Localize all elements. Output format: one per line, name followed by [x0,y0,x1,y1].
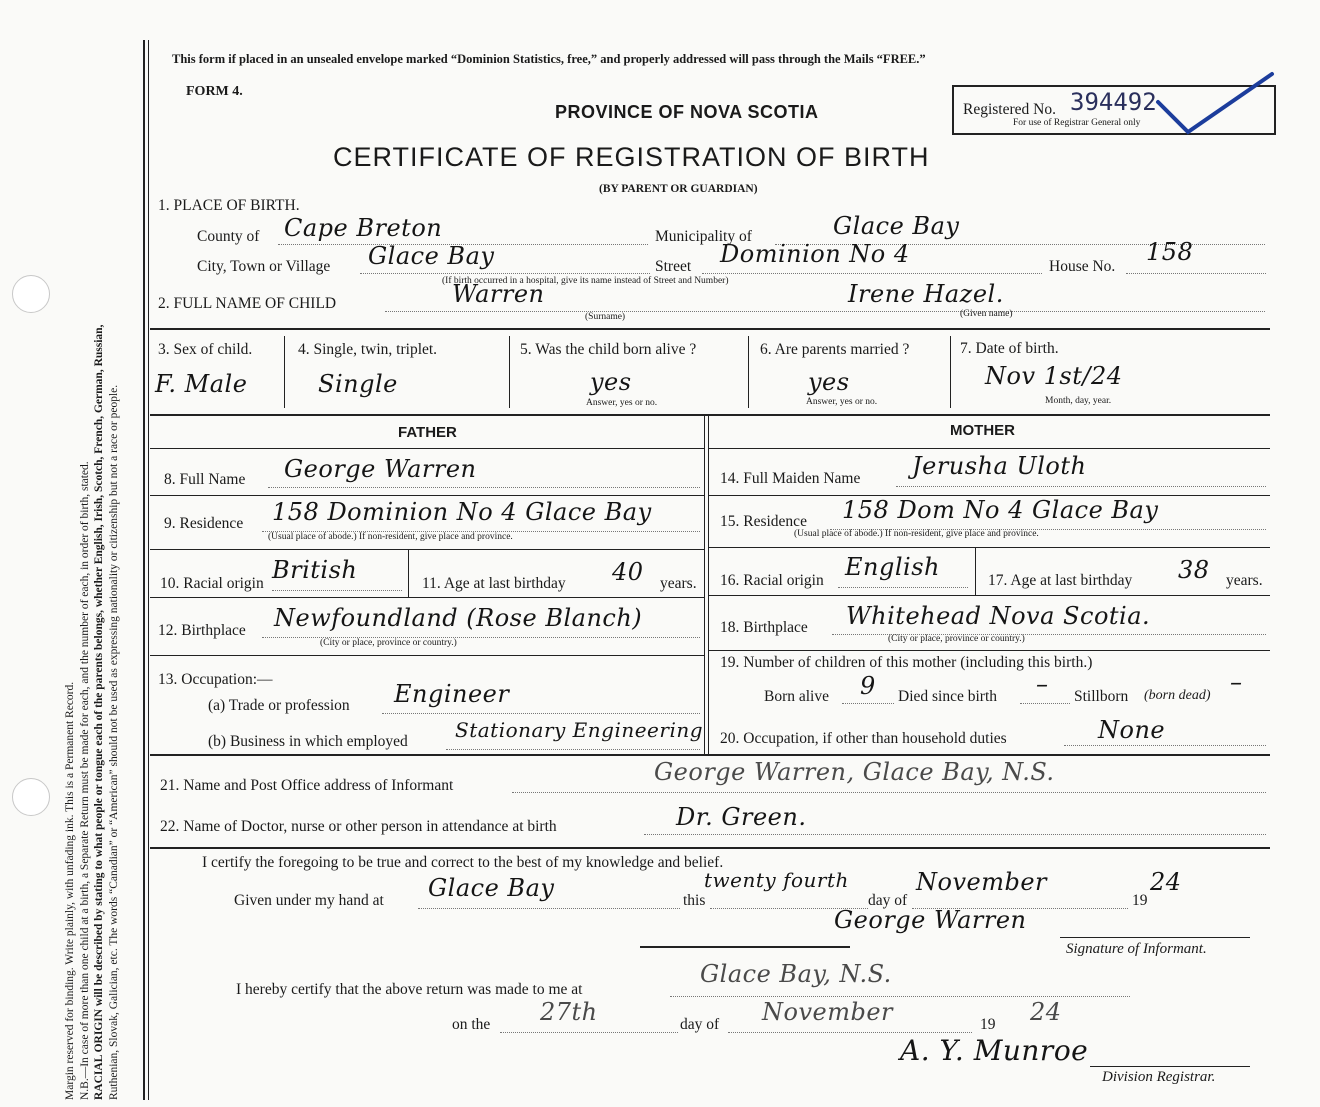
county-value: Cape Breton [284,214,443,242]
on-the-label: on the [452,1016,491,1033]
doctor-value: Dr. Green. [676,803,807,831]
house-value: 158 [1146,238,1194,266]
parents-divider [704,414,705,754]
father-name-line [268,487,700,488]
binding-hole-bottom [12,778,50,816]
registrar-statement: I hereby certify that the above return was made to me at [236,981,583,998]
row3-divider-1 [284,336,285,408]
stillborn-value: – [1230,668,1243,696]
registrar-month-line [728,1032,972,1033]
registrar-year-prefix: 19 [980,1016,996,1033]
father-rule-2 [150,549,704,550]
mother-age-unit: years. [1226,572,1263,589]
father-residence-value: 158 Dominion No 4 Glace Bay [272,498,652,526]
mother-occupation-value: None [1098,716,1166,744]
certificate-title: CERTIFICATE OF REGISTRATION OF BIRTH [333,142,930,172]
mother-racial-line [838,587,968,588]
street-label: Street [655,258,692,275]
mother-age-label: 17. Age at last birthday [988,572,1133,589]
mother-residence-label: 15. Residence [720,513,807,530]
father-trade-label: (a) Trade or profession [208,697,350,714]
informant-signature-label: Signature of Informant. [1066,941,1207,957]
municipality-label: Municipality of [655,228,752,245]
registrar-year-value: 24 [1030,998,1062,1026]
certificate-subtitle: (BY PARENT OR GUARDIAN) [599,183,758,195]
place-section-label: 1. PLACE OF BIRTH. [158,197,300,214]
father-age-value: 40 [612,558,644,586]
father-name-label: 8. Full Name [164,471,246,488]
date-caption: Month, day, year. [1045,396,1112,406]
registrar-day-of-label: day of [680,1016,720,1033]
row3-divider-2 [509,336,510,408]
father-racial-value: British [272,556,358,584]
mother-racial-value: English [845,553,940,581]
alive-value: yes [590,368,632,396]
county-label: County of [197,228,260,245]
cert-year-value: 24 [1150,868,1182,896]
cert-day-of-label: day of [868,892,908,909]
sex-value: F. Male [155,370,248,398]
stillborn-label: Stillborn [1074,688,1129,705]
father-business-line [446,749,700,750]
mother-rule-2 [708,547,1270,548]
registrar-signature-label: Division Registrar. [1102,1069,1216,1085]
surname-caption: (Surname) [585,312,626,322]
on-the-value: 27th [540,998,598,1026]
certification-top-rule [150,847,1270,849]
mother-age-value: 38 [1178,556,1210,584]
hospital-note: (If birth occurred in a hospital, give its name instead of Street and Number) [442,276,729,286]
informant-label: 21. Name and Post Office address of Informant [160,777,454,794]
binding-hole-top [12,275,50,313]
mother-children-label: 19. Number of children of this mother (including this birth.) [720,654,1093,671]
certification-statement: I certify the foregoing to be true and correct to the best of my knowledge and belief. [202,854,724,871]
this-value: twenty fourth [704,868,849,892]
cert-month-value: November [916,868,1048,896]
on-the-line [500,1032,678,1033]
mother-birthplace-caption: (City or place, province or country.) [888,634,1025,644]
father-trade-line [382,713,700,714]
sex-label: 3. Sex of child. [158,341,253,358]
father-birthplace-value: Newfoundland (Rose Blanch) [274,604,643,632]
mother-racial-label: 16. Racial origin [720,572,824,589]
mother-occupation-line [1064,745,1266,746]
child-name-line [385,311,1265,312]
date-value: Nov 1st/24 [985,362,1123,390]
married-label: 6. Are parents married ? [760,341,910,358]
doctor-label: 22. Name of Doctor, nurse or other person in attendance at birth [160,818,557,835]
street-value: Dominion No 4 [720,240,910,268]
given-place: Glace Bay [428,874,555,902]
registrar-month-value: November [762,998,894,1026]
child-name-label: 2. FULL NAME OF CHILD [158,295,337,312]
given-label: Given under my hand at [234,892,384,909]
married-value: yes [808,368,850,396]
mother-birthplace-value: Whitehead Nova Scotia. [846,602,1151,630]
house-label: House No. [1049,258,1116,275]
row3-top-rule [150,328,1270,330]
informant-line [512,792,1266,793]
informant-signature: George Warren [834,906,1027,934]
margin-note: RACIAL ORIGIN will be described by stating to what people or tongue each of the parents belongs, whether English, Irish, Scotch, French, German, Russian, [93,324,105,1100]
child-given-name: Irene Hazel. [848,280,1004,308]
row3-divider-3 [748,336,749,408]
margin-note: N.B.—In case of more than one child at a birth, a Separate Return must be made for each, and the number of each, in order of birth, stated. [78,461,91,1100]
registered-label: Registered No. [963,101,1056,118]
parents-bottom-rule [150,754,1270,756]
registrar-signature-line [1090,1066,1250,1067]
checkmark-icon [1150,70,1280,140]
form-left-border-inner [148,40,149,1100]
street-line [702,273,1042,274]
this-label: this [683,892,706,909]
informant-value: George Warren, Glace Bay, N.S. [654,758,1055,786]
cert-year-prefix: 19 [1132,892,1148,909]
mail-note: This form if placed in an unsealed envelope marked “Dominion Statistics, free,” and properly addressed will pass through the Mails “FREE.” [172,52,926,66]
married-caption: Answer, yes or no. [806,397,878,407]
mother-residence-value: 158 Dom No 4 Glace Bay [842,496,1159,524]
father-name-value: George Warren [284,455,477,483]
informant-signature-line [1060,937,1250,938]
born-alive-label: Born alive [764,688,829,705]
registrar-signature: A. Y. Munroe [900,1034,1089,1067]
father-residence-caption: (Usual place of abode.) If non-resident, give place and province. [268,532,513,542]
father-age-label: 11. Age at last birthday [422,575,566,592]
mother-heading: MOTHER [950,422,1015,439]
parents-top-rule [150,414,1270,416]
margin-notes [63,10,121,1100]
registrar-separator [640,946,850,948]
parents-divider-2 [708,414,709,754]
single-label: 4. Single, twin, triplet. [298,341,438,358]
father-racial-label: 10. Racial origin [160,575,264,592]
mother-residence-caption: (Usual place of abode.) If non-resident, give place and province. [794,529,1039,539]
born-alive-line [842,703,894,704]
father-rule-4 [150,655,704,656]
margin-note: Margin reserved for binding. Write plainly, with unfading ink. This is a Permanent Record. [64,681,76,1100]
city-label: City, Town or Village [197,258,331,275]
father-racial-line [272,590,402,591]
registrar-note: For use of Registrar General only [1013,118,1141,128]
mother-name-line [896,486,1266,487]
father-rule-3 [150,597,704,598]
father-trade-value: Engineer [394,680,510,708]
died-line [1020,703,1070,704]
father-heading: FATHER [398,424,457,441]
born-alive-value: 9 [860,672,876,700]
father-heading-rule [150,448,704,449]
municipality-value: Glace Bay [833,212,960,240]
registrar-place-value: Glace Bay, N.S. [700,960,892,988]
father-occupation-label: 13. Occupation:— [158,671,273,688]
died-value: – [1036,670,1049,698]
father-business-value: Stationary Engineering [455,718,704,742]
father-birthplace-label: 12. Birthplace [158,622,246,639]
mother-racial-divider [975,547,976,595]
form-left-border [143,40,145,1100]
father-racial-divider [408,549,409,597]
given-caption: (Given name) [960,309,1013,319]
city-value: Glace Bay [368,242,495,270]
house-line [1126,273,1266,274]
registered-number: 394492 [1070,88,1157,116]
mother-name-label: 14. Full Maiden Name [720,470,861,487]
alive-label: 5. Was the child born alive ? [520,341,697,358]
mother-occupation-label: 20. Occupation, if other than household duties [720,730,1007,747]
father-birthplace-caption: (City or place, province or country.) [320,638,457,648]
row3-divider-4 [950,336,951,408]
alive-caption: Answer, yes or no. [586,398,658,408]
province-heading: PROVINCE OF NOVA SCOTIA [555,102,819,122]
mother-name-value: Jerusha Uloth [912,452,1087,480]
registrar-place-line [670,996,1130,997]
father-age-unit: years. [660,575,697,592]
mother-rule-3 [708,595,1270,596]
father-business-label: (b) Business in which employed [208,733,408,750]
given-line [418,908,680,909]
margin-note: Ruthenian, Slovak, Galician, etc. The words “Canadian” or “American” should not be used as expressing nationality or citizenship but not a race or people. [107,384,120,1100]
form-number: FORM 4. [186,84,243,99]
stillborn-note: (born dead) [1144,688,1211,703]
father-rule-1 [150,495,704,496]
mother-rule-4 [708,650,1270,651]
single-value: Single [318,370,398,398]
doctor-line [644,834,1266,835]
child-surname: Warren [452,280,545,308]
mother-heading-rule [708,448,1270,449]
date-label: 7. Date of birth. [960,340,1059,357]
father-residence-label: 9. Residence [164,515,244,532]
mother-birthplace-label: 18. Birthplace [720,619,808,636]
died-label: Died since birth [898,688,998,705]
city-line [360,273,650,274]
